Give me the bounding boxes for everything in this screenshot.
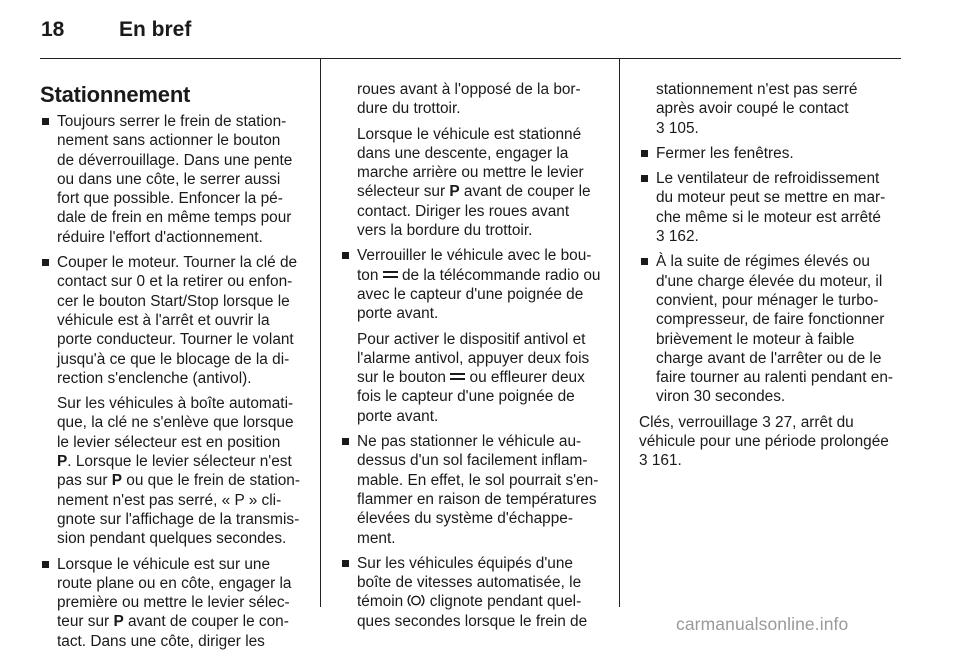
bullet-item: Sur les véhicules équipés d'une boîte de vitesses automatisée, le témoin clignote pendant quel- ques secondes lorsque le frein de xyxy=(340,554,604,631)
bullet-item: Toujours serrer le frein de station- nement sans actionner le bouton de déverrouillage. Dans une pente ou dans une côte, le serrer aussi fort que possible. Enfoncer la pé- dale de frein en même temps pour réduire l'effort d'actionnement. xyxy=(40,112,302,247)
section-title: Stationnement xyxy=(40,82,191,107)
gear-p-symbol: P xyxy=(111,472,123,490)
page-number: 18 xyxy=(41,18,65,41)
bullet-item: Le ventilateur de refroidissement du moteur peut se mettre en mar- che même si le moteur est arrêté 3 162. xyxy=(639,169,901,246)
reference-arrow-icon: 3 xyxy=(639,452,648,470)
continuation-paragraph: roues avant à l'opposé de la bor- dure du trottoir. xyxy=(357,81,581,118)
continuation-paragraph: Sur les véhicules à boîte automati- que, la clé ne s'enlève que lorsque le levier sélecteur est en position P. Lorsque le levier sélecteur n'est pas sur P ou que le frein de station- nement n'est pas serré, « P » cli- gnote sur l'affichage de la transmis- sion pendant quelques secondes. xyxy=(57,395,300,548)
reference-arrow-icon: 3 xyxy=(656,228,665,246)
bullet-item: À la suite de régimes élevés ou d'une charge élevée du moteur, il convient, pour ménager le turbo- compresseur, de faire fonctionner brièvement le moteur à faible charge avant de l'arrêter ou de le faire tourner au ralenti pendant en- viron 30 secondes. xyxy=(639,252,901,406)
brake-warning-icon xyxy=(407,593,425,608)
bullet-square-icon xyxy=(641,258,648,265)
column-3 xyxy=(639,80,901,477)
bullet-item: Fermer les fenêtres. xyxy=(639,144,901,163)
reference-arrow-icon: 3 xyxy=(762,413,771,431)
bullet-item: Ne pas stationner le véhicule au- dessus d'un sol facilement inflam- mable. En effet, le sol pourrait s'en- flammer en raison de températures élevées du système d'échappe- ment. xyxy=(340,432,604,548)
continuation-paragraph: stationnement n'est pas serré après avoir coupé le contact 3 105. xyxy=(656,81,858,137)
continuation-paragraph: Pour activer le dispositif antivol et l'alarme antivol, appuyer deux fois sur le bouton ou effleurer deux fois le capteur d'une poignée de porte avant. xyxy=(357,330,590,425)
header-rule xyxy=(40,58,901,59)
lock-button-icon xyxy=(383,270,398,280)
lock-button-icon xyxy=(450,372,465,382)
bullet-square-icon xyxy=(42,118,49,125)
bullet-item: Couper le moteur. Tourner la clé de contact sur 0 et la retirer ou enfon- cer le bouton Start/Stop lorsque le véhicule est à l'arrêt et ouvrir la porte conducteur. Tourner le volant jusqu'à ce que le blocage de la di- rection s'enclenche (antivol). xyxy=(40,253,302,388)
column-divider-2 xyxy=(619,59,620,607)
running-title: En bref xyxy=(119,18,192,41)
watermark: carmanualsonline.info xyxy=(676,614,849,634)
bullet-square-icon xyxy=(641,175,648,182)
bullet-item: Lorsque le véhicule est sur une route plane ou en côte, engager la première ou mettre le levier sélec- teur sur P avant de couper le con- tact. Dans une côte, diriger les xyxy=(40,555,302,651)
continuation-paragraph: Lorsque le véhicule est stationné dans une descente, engager la marche arrière ou mettre le levier sélecteur sur P avant de couper le contact. Diriger les roues avant vers la bordure du trottoir. xyxy=(357,125,591,240)
page-header xyxy=(0,0,960,56)
bullet-square-icon xyxy=(342,438,349,445)
column-1 xyxy=(40,82,302,657)
cross-reference-paragraph: Clés, verrouillage 3 27, arrêt du véhicule pour une période prolongée 3 161. xyxy=(639,413,889,470)
gear-p-symbol: P xyxy=(113,613,124,631)
column-2 xyxy=(340,80,604,637)
bullet-square-icon xyxy=(42,259,49,266)
bullet-square-icon xyxy=(342,252,349,259)
bullet-square-icon xyxy=(641,150,648,157)
bullet-item: Verrouiller le véhicule avec le bou- ton de la télécommande radio ou avec le capteur d'une poignée de porte avant. xyxy=(340,246,604,323)
column-divider-1 xyxy=(320,59,321,607)
gear-p-symbol: P xyxy=(449,183,460,201)
gear-p-symbol: P xyxy=(57,453,68,471)
bullet-square-icon xyxy=(42,561,49,568)
bullet-square-icon xyxy=(342,560,349,567)
reference-arrow-icon: 3 xyxy=(656,119,665,137)
